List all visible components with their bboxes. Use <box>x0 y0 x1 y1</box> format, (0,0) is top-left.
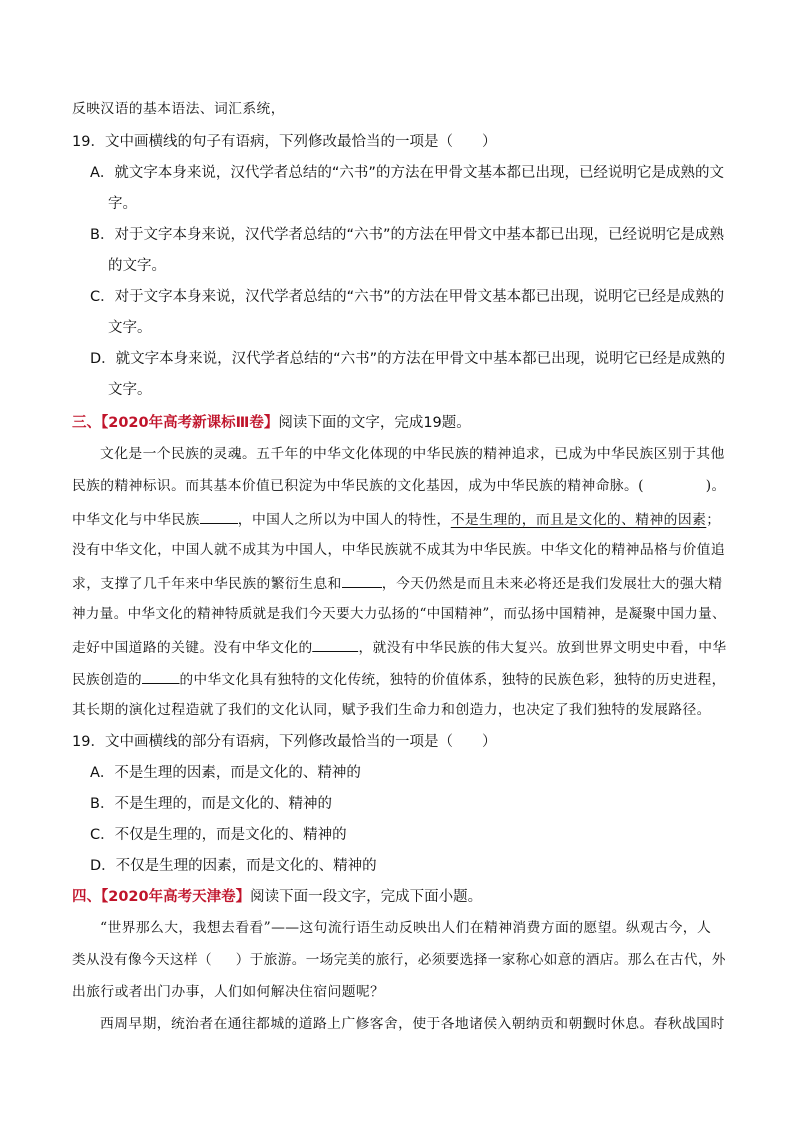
fill-blank-1[interactable] <box>200 509 238 524</box>
section-4-number: 四、 <box>72 889 101 905</box>
passage-4-line-2a: 类从没有像今天这样（ <box>72 952 213 968</box>
passage-3-line-4: 没有中华文化，中国人就不成其为中国人，中华民族就不成其为中华民族。中华文化的精神品格与价值追 <box>72 542 726 558</box>
passage-3-line-5a: 求，支撑了几千年来中华民族的繁衍生息和 <box>72 576 342 592</box>
option-d-line1: D．就文字本身来说，汉代学者总结的“六书”的方法在甲骨文中基本都已出现，说明它已经是成熟的 <box>90 351 726 367</box>
passage-3-line-5 <box>72 573 722 593</box>
section-3-source: 【2020年高考新课标Ⅲ卷】 <box>101 415 279 431</box>
passage-3-line-3a: 中华文化与中华民族 <box>72 512 200 528</box>
option-c-line2: 文字。 <box>108 320 152 336</box>
passage-4-line-1: “世界那么大，我想去看看”——这句流行语生动反映出人们在精神消费方面的愿望。纵观古今，人 <box>100 920 712 936</box>
passage-3-line-3b: ，中国人之所以为中国人的特性， <box>237 512 451 528</box>
section-3-option-d: D．不仅是生理的因素，而是文化的、精神的 <box>90 858 377 874</box>
passage-4-line-3: 出旅行或者出门办事，人们如何解决住宿问题呢？ <box>72 984 385 1000</box>
passage-3-line-6: 神力量。中华文化的精神特质就是我们今天要大力弘扬的“中国精神”，而弘扬中国精神，是凝聚中国力量、 <box>72 606 726 622</box>
passage-3-line-2-end: )。 <box>705 478 726 494</box>
option-b-line2: 的文字。 <box>108 258 166 274</box>
fill-blank-2[interactable] <box>342 573 382 588</box>
passage-3-line-7 <box>72 637 727 657</box>
passage-3-line-3c: ； <box>706 512 721 528</box>
section-3-instruction: 阅读下面的文字，完成19题。 <box>278 415 471 431</box>
section-3-header <box>72 414 471 432</box>
option-d-line2: 文字。 <box>108 382 152 398</box>
passage-3-line-2-text: 民族的精神标识。而其基本价值已积淀为中华民族的文化基因，成为中华民族的精神命脉。( <box>72 478 644 494</box>
intro-line: 反映汉语的基本语法、词汇系统， <box>72 101 285 117</box>
section-3-option-c: C．不仅是生理的，而是文化的、精神的 <box>90 827 347 843</box>
passage-3-line-8a: 民族创造的 <box>72 672 143 688</box>
question-19-stem: 19．文中画横线的句子有语病，下列修改最恰当的一项是（ ） <box>72 134 497 150</box>
passage-3-line-1: 文化是一个民族的灵魂。五千年的中华文化体现的中华民族的精神追求，已成为中华民族区别于其他 <box>100 446 725 462</box>
fill-blank-3[interactable] <box>313 637 359 652</box>
section-3-option-b: B．不是生理的，而是文化的、精神的 <box>90 796 332 812</box>
passage-3-line-7b: ，就没有中华民族的伟大复兴。放到世界文明史中看，中华 <box>358 640 727 656</box>
section-3-number: 三、 <box>72 415 101 431</box>
passage-3-line-9: 其长期的演化过程造就了我们的文化认同，赋予我们生命力和创造力，也决定了我们独特的发展路径。 <box>72 702 711 718</box>
option-b-line1: B．对于文字本身来说，汉代学者总结的“六书”的方法在甲骨文中基本都已出现，已经说明它是成熟 <box>90 227 724 243</box>
section-4-instruction: 阅读下面一段文字，完成下面小题。 <box>250 889 483 905</box>
option-a-line1: A．就文字本身来说，汉代学者总结的“六书”的方法在甲骨文基本都已出现，已经说明它是成熟的文 <box>90 165 724 181</box>
section-4-source: 【2020年高考天津卷】 <box>101 889 251 905</box>
section-3-option-a: A．不是生理的因素，而是文化的、精神的 <box>90 765 361 781</box>
passage-3-line-3 <box>72 509 720 529</box>
underlined-sentence: 不是生理的，而且是文化的、精神的因素 <box>450 512 707 528</box>
passage-3-line-8 <box>72 669 726 689</box>
passage-4-line-2b: ）于旅游。一场完美的旅行，必须要选择一家称心如意的酒店。那么在古代，外 <box>235 952 726 968</box>
option-a-line2: 字。 <box>108 196 137 212</box>
passage-4-line-4: 西周早期，统治者在通往都城的道路上广修客舍，使于各地诸侯入朝纳贡和朝觐时休息。春秋战国时 <box>100 1016 725 1032</box>
passage-3-line-7a: 走好中国道路的关键。没有中华文化的 <box>72 640 313 656</box>
passage-3-line-5b: ，今天仍然是而且未来必将还是我们发展壮大的强大精 <box>381 576 723 592</box>
fill-blank-4[interactable] <box>142 669 179 684</box>
passage-4-line-2 <box>72 951 726 969</box>
section-3-question-stem: 19．文中画横线的部分有语病，下列修改最恰当的一项是（ ） <box>72 734 497 750</box>
option-c-line1: C．对于文字本身来说，汉代学者总结的“六书”的方法在甲骨文基本都已出现，说明它已经是成熟的 <box>90 289 725 305</box>
passage-3-line-8b: 的中华文化具有独特的文化传统，独特的价值体系，独特的民族色彩，独特的历史进程， <box>179 672 726 688</box>
section-4-header <box>72 888 482 906</box>
passage-3-line-2 <box>72 477 726 495</box>
